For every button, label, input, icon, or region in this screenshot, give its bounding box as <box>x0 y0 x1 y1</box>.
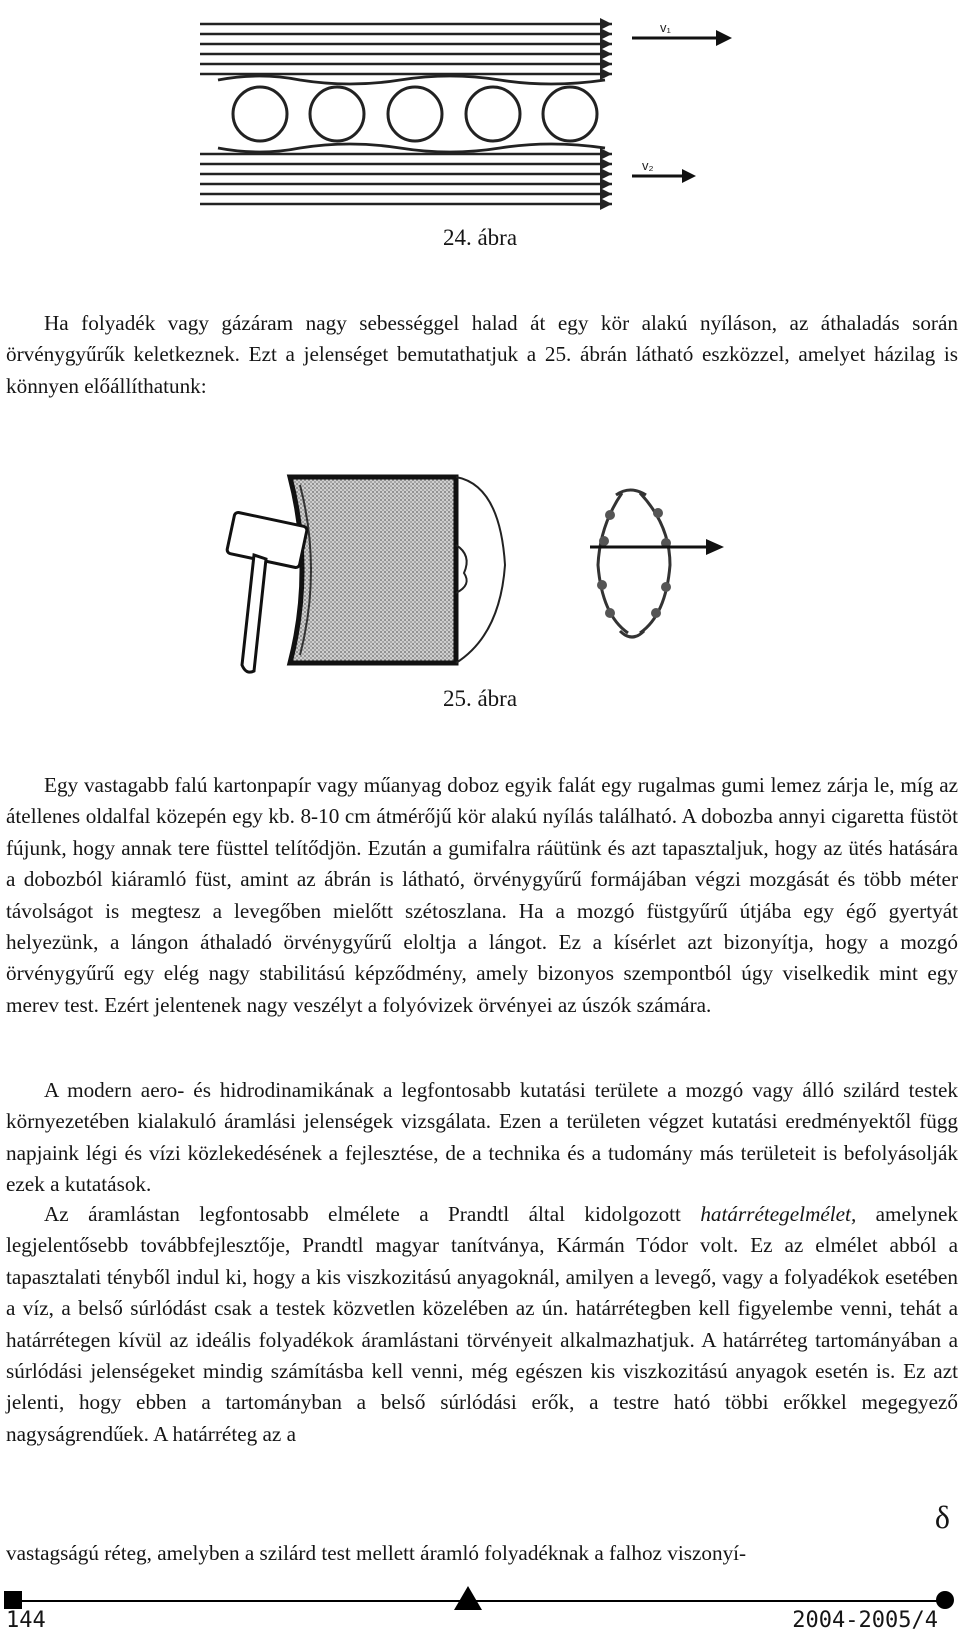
velocity-label-bottom: v₂ <box>642 158 654 173</box>
figure-25 <box>200 455 760 715</box>
paragraph-2 <box>6 770 958 1021</box>
paragraph-3-text: A modern aero- és hidrodinamikának a legfontosabb kutatási területe a mozgó vagy álló szilárd testek környezetében kialakuló áramlási jelenségek vizsgálata. Ezen a területen végzet kutatási eredményektől függ napjaink légi és vízi közlekedésének a fejlesztése, de a technika és a tudomány más területeit is befolyásolják ezek a kutatások. <box>6 1078 958 1197</box>
paragraph-4-text-after: amelynek legjelentősebb továbbfejlesztője, Prandtl magyar tanítványa, Kármán Tódor volt. Ez az elmélet abból a tapasztalati tényből indul ki, hogy a kis viszkozitású anyagoknál, amilyen a levegő, vagy a folyadékok esetében a víz, a belső súrlódást csak a testek közvetlen közelében az ún. határrétegben kell figyelembe venni, tehát a határrétegen kívül az ideális folyadékok áramlástani törvényeit alkalmazhatjuk. A határréteg tartományában a súrlódási jelenségeket mindig számításba kell venni, még egészen kis viszkozitású anyagok esetén is. Ez azt jelenti, hogy ebben a tartományban a belső súrlódási erők, a testre ható többi erőkkel megegyező nagyságrendűek. A határréteg az a <box>6 1202 958 1446</box>
paragraph-2-text: Egy vastagabb falú kartonpapír vagy műanyag doboz egyik falát egy rugalmas gumi lemez zárja le, míg az átellenes oldalfal közepén egy kb. 8-10 cm átmérőjű kör alakú nyílás található. A dobozba annyi cigaretta füstöt fújunk, hogy annak tere füsttel telítődjön. Ezután a gumifalra ráütünk és azt tapasztaljuk, hogy az ütés hatására a dobozból kiáramló füst, amint az ábrán is látható, örvénygyűrű formájában végzi mozgását és több méter távolságot is megtesz a levegőben mielőtt szétoszlana. Ha a mozgó füstgyűrű útjába egy égő gyertyát helyezünk, a lángon áthaladó örvénygyűrű eloltja a lángot. Ez a kísérlet azt bizonyítja, hogy a mozgó örvénygyűrű egy elég nagy stabilitású képződmény, amely bizonyos szempontból úgy viselkedik mint egy merev test. Ezért jelentenek nagy veszélyt a folyóvizek örvényei az úszók számára. <box>6 773 958 1017</box>
figure-25-drawing <box>200 455 760 715</box>
figure-24-drawing <box>200 14 770 224</box>
issue-number: 2004-2005/4 <box>792 1608 938 1633</box>
footer-square-marker <box>4 1591 22 1609</box>
footer-triangle-marker <box>454 1586 482 1610</box>
footer-circle-marker <box>936 1591 954 1609</box>
figure-24-caption: 24. ábra <box>442 225 518 250</box>
paragraph-4 <box>6 1199 958 1450</box>
smoke-box <box>290 477 456 663</box>
paragraph-3 <box>6 1075 958 1201</box>
paragraph-4-last-line: vastagságú réteg, amelyben a szilárd test mellett áramló folyadéknak a falhoz viszonyí- <box>6 1541 747 1565</box>
paragraph-4-text-before: Az áramlástan legfontosabb elmélete a Prandtl által kidolgozott <box>44 1202 701 1226</box>
delta-symbol: δ <box>934 1499 950 1535</box>
page-number: 144 <box>6 1608 46 1633</box>
paragraph-1 <box>6 308 958 402</box>
figure-25-caption: 25. ábra <box>442 686 518 711</box>
velocity-label-top: v₁ <box>660 20 671 35</box>
paragraph-4-emphasis: határrétegelmélet, <box>700 1202 857 1226</box>
paragraph-1-text: Ha folyadék vagy gázáram nagy sebességgel halad át egy kör alakú nyíláson, az áthaladás során örvénygyűrűk keletkeznek. Ezt a jelenséget bemutathatjuk a 25. ábrán látható eszközzel, amelyet házilag is könnyen előállíthatunk: <box>6 311 958 398</box>
figure-24 <box>200 14 770 224</box>
